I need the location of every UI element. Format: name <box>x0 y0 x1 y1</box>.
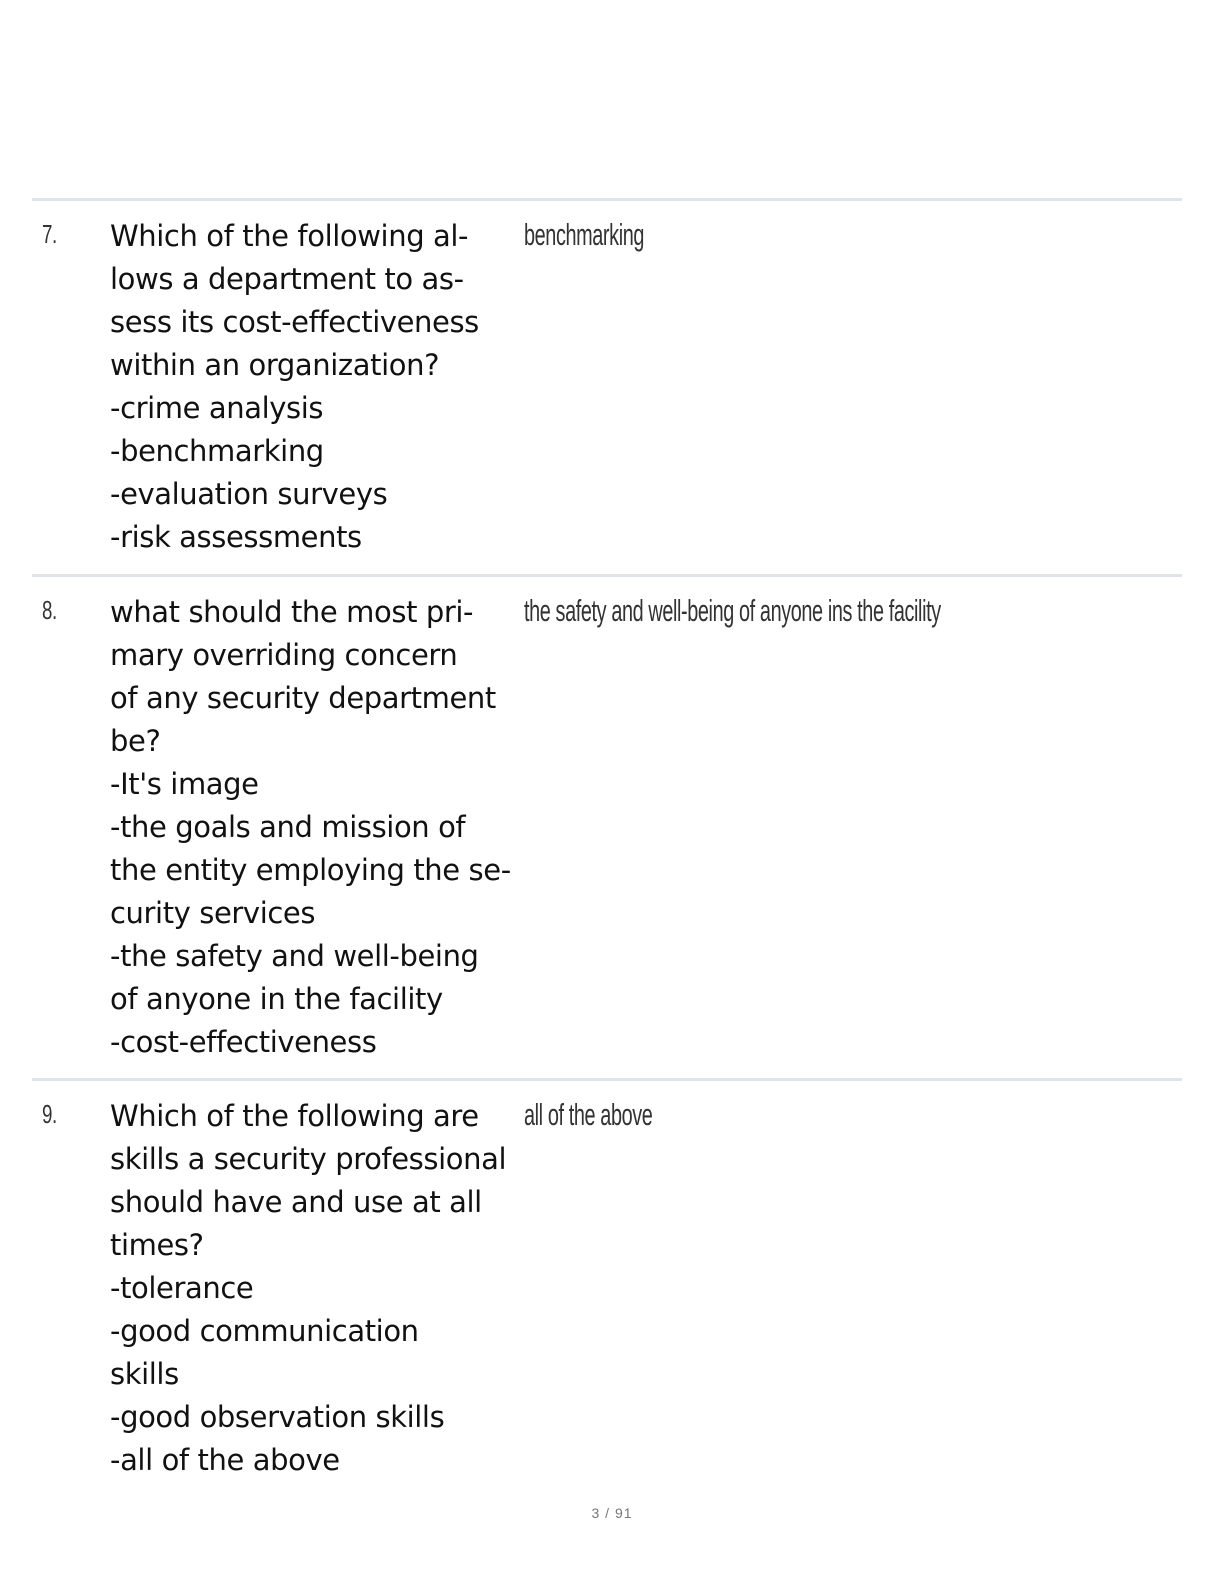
page-indicator: 3 / 91 <box>591 1505 633 1521</box>
card-question <box>110 591 522 1064</box>
question-line: skills <box>110 1357 179 1391</box>
question-line: -all of the above <box>110 1443 340 1477</box>
card-answer: the safety and well-being of anyone ins the facility <box>524 593 941 628</box>
question-line: curity services <box>110 896 316 930</box>
question-line: -good observation skills <box>110 1400 445 1434</box>
question-line: -the safety and well-being <box>110 939 479 973</box>
question-line: -tolerance <box>110 1271 254 1305</box>
flashcard-8 <box>32 577 1182 1078</box>
question-line: of any security department <box>110 681 496 715</box>
card-answer: benchmarking <box>524 217 645 252</box>
question-line: of anyone in the facility <box>110 982 443 1016</box>
question-line: be? <box>110 724 161 758</box>
question-line: within an organization? <box>110 348 440 382</box>
question-line: -risk assessments <box>110 520 362 554</box>
question-line: -evaluation surveys <box>110 477 388 511</box>
question-line: lows a department to as- <box>110 262 464 296</box>
question-line: Which of the following are <box>110 1099 479 1133</box>
question-line: -the goals and mission of <box>110 810 466 844</box>
card-number: 8. <box>42 595 57 625</box>
question-line: -cost-effectiveness <box>110 1025 377 1059</box>
card-answer: all of the above <box>524 1097 653 1132</box>
question-line: sess its cost-effectiveness <box>110 305 479 339</box>
question-line: mary overriding concern <box>110 638 458 672</box>
card-question <box>110 215 522 559</box>
question-line: -good communication <box>110 1314 419 1348</box>
question-line: should have and use at all <box>110 1185 482 1219</box>
card-question <box>110 1095 522 1482</box>
question-line: skills a security professional <box>110 1142 507 1176</box>
question-line: times? <box>110 1228 204 1262</box>
card-number: 9. <box>42 1099 57 1129</box>
flashcard-list <box>32 198 1182 1481</box>
question-line: -benchmarking <box>110 434 324 468</box>
question-line: what should the most pri- <box>110 595 474 629</box>
question-line: the entity employing the se- <box>110 853 511 887</box>
question-line: -It's image <box>110 767 259 801</box>
card-number: 7. <box>42 219 57 249</box>
question-line: -crime analysis <box>110 391 324 425</box>
question-line: Which of the following al- <box>110 219 469 253</box>
flashcard-7 <box>32 201 1182 574</box>
flashcard-9 <box>32 1081 1182 1481</box>
